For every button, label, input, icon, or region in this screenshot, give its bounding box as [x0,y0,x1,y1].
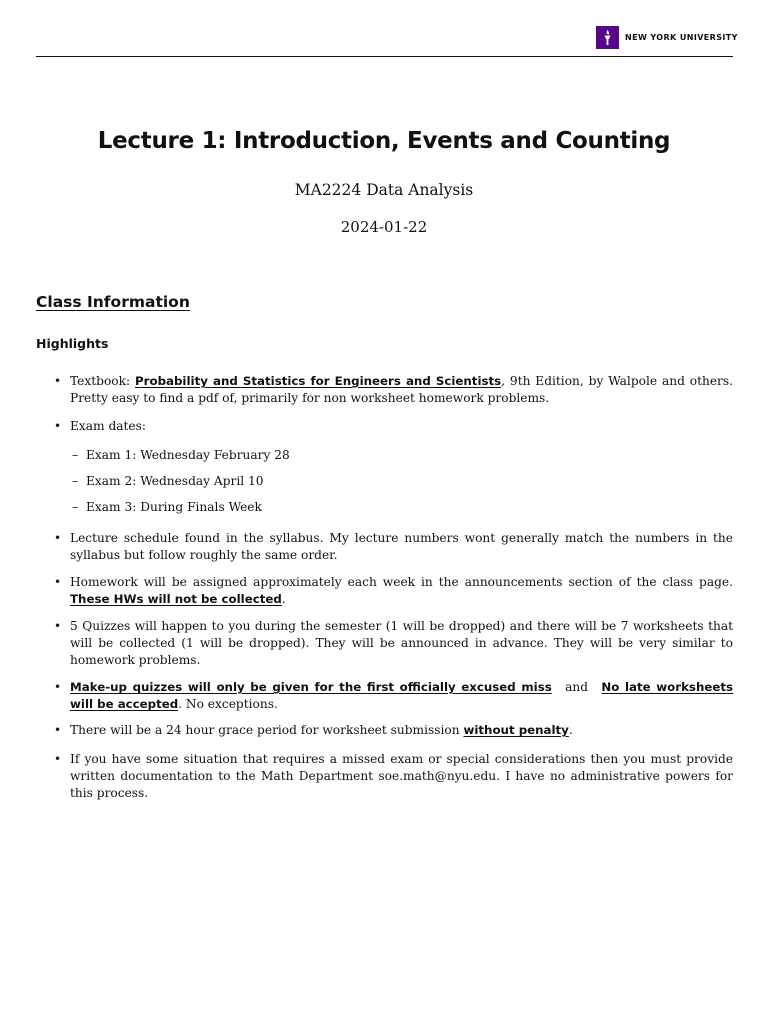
textbook-prefix: Textbook: [70,374,136,388]
header-divider [36,56,733,57]
grace-text: There will be a 24 hour grace period for worksheet submission [70,723,464,737]
logo-wordmark: NEW YORK UNIVERSITY [625,33,738,42]
list-item-homework [54,574,733,608]
torch-icon [596,26,619,49]
exam-item [72,473,264,490]
exam-item [72,499,262,516]
quizzes-text: 5 Quizzes will happen to you during the semester (1 will be dropped) and there will be 7 worksheets that will be collected (1 will be dropped). They will be announced in advance. They will be very similar to homework problems. [70,619,733,667]
exam-1: Exam 1: Wednesday February 28 [86,448,290,462]
page-title: Lecture 1: Introduction, Events and Counting [97,128,671,154]
textbook-details: , 9th Edition, by Walpole and others. Pretty easy to find a pdf of, primarily for non worksheet homework problems. [70,374,733,405]
dash-icon: – [72,474,79,488]
bullet-icon: • [54,575,62,589]
special-text: If you have some situation that requires a missed exam or special considerations then you must provide written documentation to the Math Department soe.math@nyu.edu. I have no administrative powers for this process. [70,752,733,800]
section-heading: Class Information [36,293,190,311]
exams-label: Exam dates: [70,419,147,433]
bullet-icon: • [54,680,62,694]
list-item-makeup [54,679,734,713]
bullet-icon: • [54,374,62,388]
late-worksheets-emphasis: No late worksheets will be accepted [70,680,734,711]
schedule-text: Lecture schedule found in the syllabus. My lecture numbers wont generally match the numbers in the syllabus but follow roughly the same order. [70,531,733,562]
exam-2: Exam 2: Wednesday April 10 [86,474,264,488]
makeup-joiner: and [565,680,589,694]
list-item-textbook [54,373,733,407]
bullet-icon: • [54,723,62,737]
exam-3: Exam 3: During Finals Week [86,500,262,514]
bullet-icon: • [54,619,62,633]
bullet-icon: • [54,531,62,545]
list-item-grace [54,722,733,739]
list-item-special [54,751,733,802]
dash-icon: – [72,500,79,514]
list-item-quizzes [54,618,733,669]
homework-end: . [281,592,286,606]
list-item-exams [54,418,733,435]
lecture-date: 2024-01-22 [340,218,428,236]
grace-emphasis: without penalty [463,723,569,737]
course-name: MA2224 Data Analysis [294,181,474,199]
homework-text: Homework will be assigned approximately each week in the announcements section of the class page. [70,575,733,589]
bullet-icon: • [54,419,62,433]
subsection-heading: Highlights [36,336,109,351]
dash-icon: – [72,448,79,462]
makeup-end: . No exceptions. [178,697,278,711]
homework-emphasis: These HWs will not be collected [70,592,282,606]
bullet-icon: • [54,752,62,766]
textbook-title: Probability and Statistics for Engineers and Scientists [135,374,502,388]
exam-item [72,447,290,464]
nyu-logo [596,26,738,49]
makeup-emphasis: Make-up quizzes will only be given for the first officially excused miss [70,680,552,694]
grace-end: . [568,723,573,737]
list-item-schedule [54,530,733,564]
